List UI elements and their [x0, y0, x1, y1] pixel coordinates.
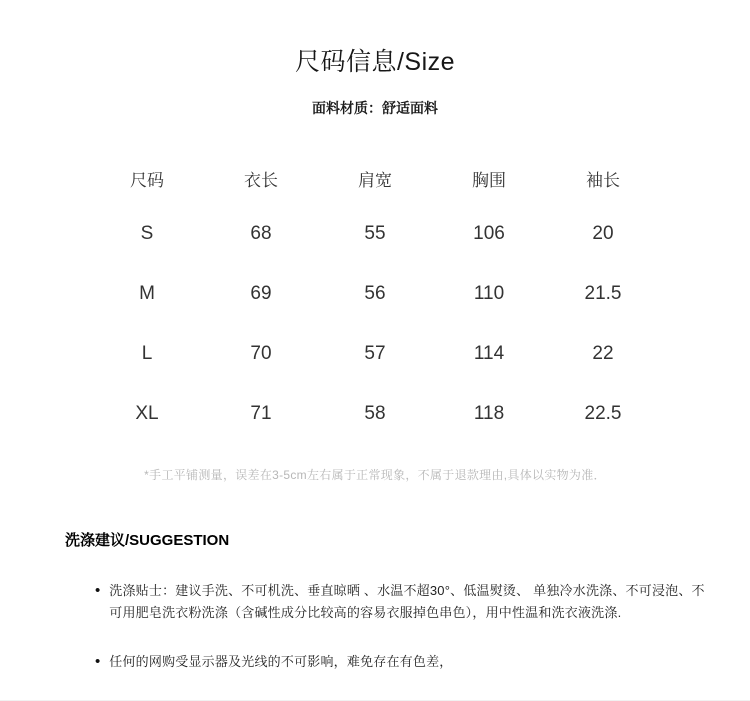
cell-shoulder: 57 — [364, 343, 386, 364]
cell-sleeve: 21.5 — [584, 283, 622, 304]
cell-sleeve: 22 — [592, 343, 614, 364]
column-header-length: 衣长 — [244, 170, 278, 190]
page-title: 尺码信息/Size — [294, 48, 456, 76]
cell-size: L — [141, 343, 153, 364]
washing-suggestion-section — [65, 529, 750, 673]
cell-length: 70 — [250, 343, 272, 364]
column-header-sleeve: 袖长 — [586, 170, 620, 190]
cell-length: 71 — [250, 403, 272, 424]
cell-size: S — [140, 223, 154, 244]
cell-size: XL — [135, 403, 159, 424]
cell-bust: 118 — [473, 403, 505, 424]
measurement-disclaimer-note: *手工平铺测量，误差在3-5cm左右属于正常现象，不属于退款理由,具体以实物为准． — [144, 468, 606, 482]
table-row-m — [90, 264, 660, 324]
column-header-shoulder: 肩宽 — [358, 170, 392, 190]
table-row-s — [90, 204, 660, 264]
color-difference-text: 任何的网购受显示器及光线的不可影响，难免存在有色差， — [109, 654, 453, 669]
washing-tips-text: 洗涤贴士：建议手洗、不可机洗、垂直晾晒 、水温不超30°、低温熨烫、 单独冷水洗涤、不可浸泡、不可用肥皂洗衣粉洗涤（含碱性成分比较高的容易衣服掉色串色），用中性温和洗衣液洗涤. — [109, 583, 705, 620]
bullet-icon: • — [95, 653, 101, 670]
table-row-l — [90, 324, 660, 384]
size-table-header-row — [90, 152, 660, 204]
cell-sleeve: 20 — [592, 223, 614, 244]
cell-shoulder: 56 — [364, 283, 386, 304]
cell-shoulder: 58 — [364, 403, 386, 424]
cell-bust: 110 — [473, 283, 505, 304]
suggestion-heading: 洗涤建议/SUGGESTION — [65, 532, 230, 549]
cell-bust: 106 — [473, 223, 505, 244]
fabric-material-subtitle: 面料材质：舒适面料 — [312, 100, 438, 116]
table-row-xl — [90, 384, 660, 444]
cell-bust: 114 — [473, 343, 505, 364]
cell-size: M — [139, 283, 155, 304]
column-header-size: 尺码 — [130, 170, 164, 190]
size-table — [90, 152, 660, 444]
cell-length: 69 — [250, 283, 272, 304]
bullet-icon: • — [95, 582, 101, 599]
cell-length: 68 — [250, 223, 272, 244]
suggestion-list — [65, 580, 750, 673]
column-header-bust: 胸围 — [472, 170, 506, 190]
header — [0, 0, 750, 118]
cell-shoulder: 55 — [364, 223, 386, 244]
list-item — [95, 580, 705, 624]
list-item — [95, 651, 705, 673]
cell-sleeve: 22.5 — [584, 403, 622, 424]
